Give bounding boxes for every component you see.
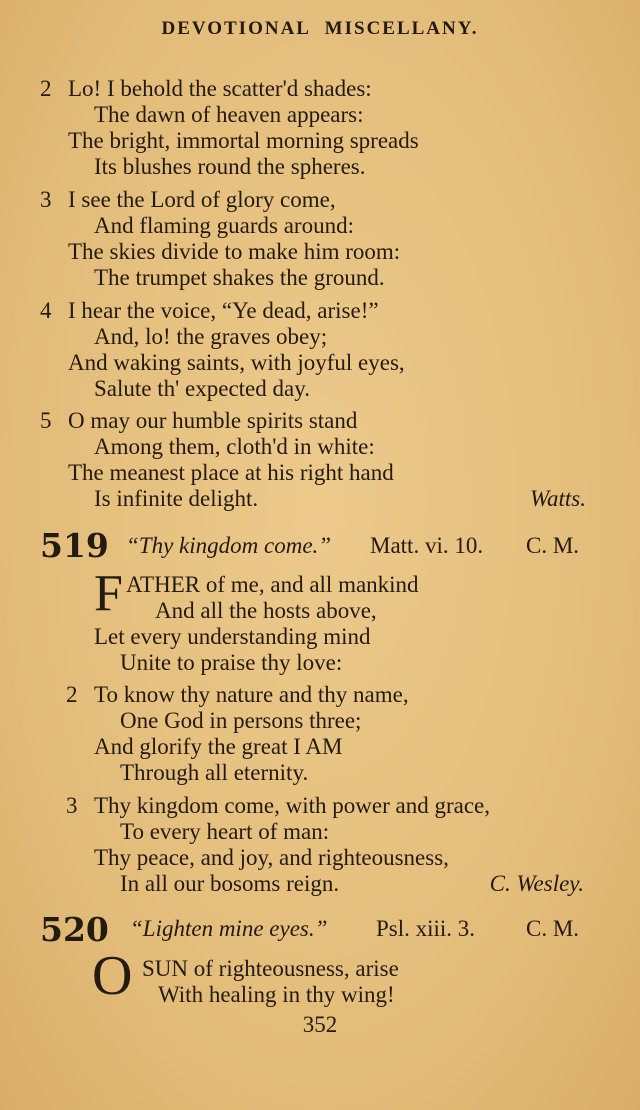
verse-number: 2 (40, 76, 52, 101)
hymn-meter: C. M. (526, 533, 580, 558)
drop-cap: F (94, 565, 123, 622)
verse-number: 4 (40, 298, 52, 323)
hymn-meter: C. M. (526, 916, 580, 941)
verse-line: The bright, immortal morning spreads (68, 128, 419, 153)
verse-line: Unite to praise thy love: (120, 650, 343, 675)
verse-line: And all the hosts above, (155, 598, 377, 623)
verse-line: I hear the voice, “Ye dead, arise!” (68, 298, 379, 323)
verse-line: And waking saints, with joyful eyes, (68, 350, 405, 375)
verse-line: Lo! I behold the scatter'd shades: (68, 76, 372, 101)
verse-number: 3 (66, 793, 78, 818)
verse-line: With healing in thy wing! (158, 982, 395, 1007)
verse-number: 5 (40, 408, 52, 433)
verse-number: 2 (66, 682, 78, 707)
hymn-title-text: “Lighten mine eyes.” (130, 916, 328, 941)
verse-line: SUN of righteousness, arise (142, 956, 399, 981)
verse-line: In all our bosoms reign. (120, 871, 340, 896)
verse-line: Let every understanding mind (94, 624, 371, 649)
verse-line: I see the Lord of glory come, (68, 187, 336, 212)
verse-line: The dawn of heaven appears: (94, 102, 364, 127)
hymn-title (126, 533, 331, 559)
verse-line: The meanest place at his right hand (68, 460, 394, 485)
hymn-number: 520 (40, 910, 109, 949)
verse-line: Its blushes round the spheres. (94, 154, 366, 179)
verse-line: And glorify the great I AM (94, 734, 343, 759)
verse-line: Among them, cloth'd in white: (94, 434, 375, 459)
verse-line: Through all eternity. (120, 760, 309, 785)
drop-cap: O (92, 945, 133, 1007)
verse-line: O may our humble spirits stand (68, 408, 358, 433)
hymn-title (130, 916, 327, 942)
verse-line: ATHER of me, and all mankind (126, 572, 419, 597)
verse-line: Is infinite delight. (94, 486, 259, 511)
verse-line: One God in persons three; (120, 708, 362, 733)
scripture-reference: Psl. xiii. 3. (376, 916, 476, 941)
hymn-number: 519 (40, 526, 109, 565)
page-number: 352 (302, 1012, 338, 1037)
hymn-title-text: “Thy kingdom come.” (126, 533, 332, 558)
verse-line: And, lo! the graves obey; (94, 324, 328, 349)
author-attribution: Watts. (529, 486, 586, 511)
verse-line: The skies divide to make him room: (68, 239, 401, 264)
verse-number: 3 (40, 187, 52, 212)
verse-line: The trumpet shakes the ground. (94, 265, 385, 290)
verse-line: Thy kingdom come, with power and grace, (94, 793, 490, 818)
verse-line: And flaming guards around: (94, 213, 354, 238)
verse-line: Thy peace, and joy, and righteousness, (94, 845, 449, 870)
author-attribution: C. Wesley. (489, 871, 584, 896)
verse-line: To every heart of man: (120, 819, 330, 844)
scripture-reference: Matt. vi. 10. (370, 533, 484, 558)
running-header: DEVOTIONAL MISCELLANY. (161, 18, 479, 39)
verse-line: Salute th' expected day. (94, 376, 310, 401)
verse-line: To know thy nature and thy name, (94, 682, 409, 707)
